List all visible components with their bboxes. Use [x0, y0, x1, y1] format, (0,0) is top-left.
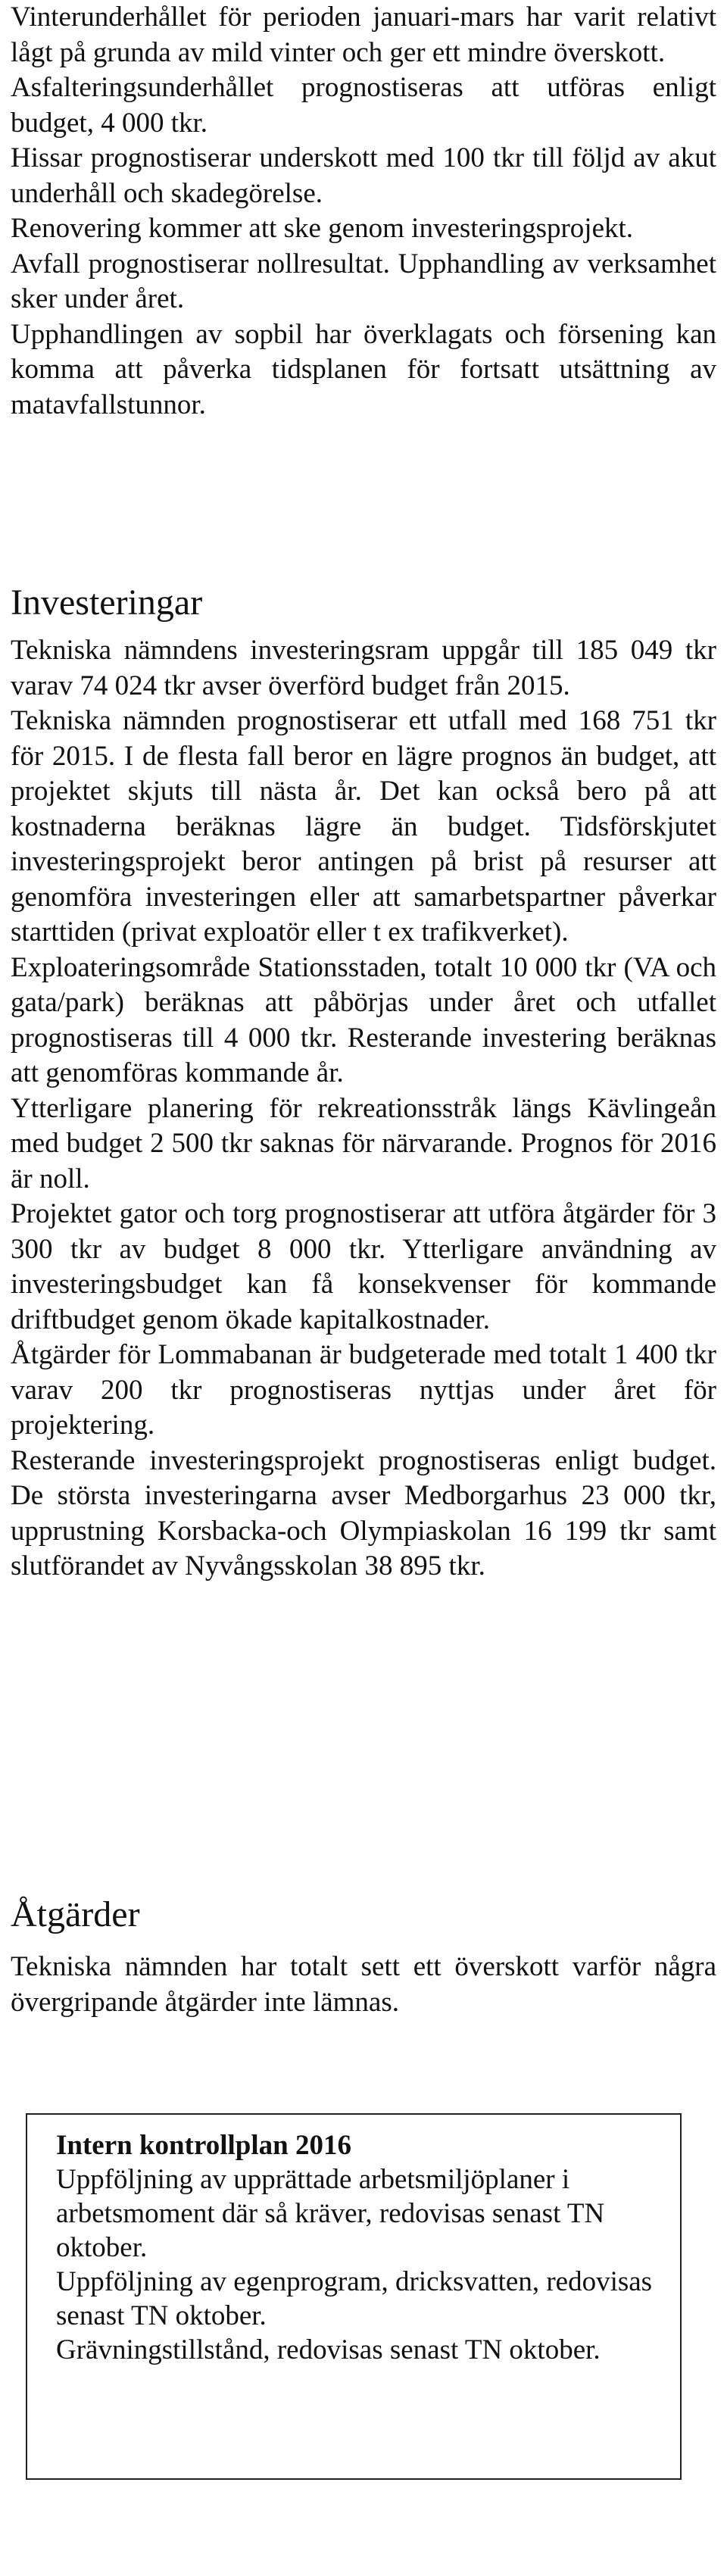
paragraph-investment-forecast: Tekniska nämnden prognostiserar ett utfall med 168 751 tkr för 2015. I de flesta fall beror en lägre prognos än budget, att projektet skjuts till nästa år. Det kan också bero på att kostnaderna beräknas lägre än budget. Tidsförskjutet investeringsprojekt beror antingen på brist på resurser att genomföra investeringen eller att samarbetspartner påverkar starttiden (privat exploatör eller t ex trafikverket).	[11, 705, 716, 948]
paragraph-winter-maintenance: Vinterunderhållet för perioden januari-mars har varit relativt lågt på grunda av mild vinter och ger ett mindre överskott.	[11, 2, 716, 68]
control-plan-item: Uppföljning av upprättade arbetsmiljöplaner i arbetsmoment där så kräver, redovisas senast TN oktober.	[56, 2164, 605, 2263]
paragraph-elevators: Hissar prognostiserar underskott med 100 tkr till följd av akut underhåll och skadegörelse.	[11, 142, 716, 209]
internal-control-plan-box	[26, 2113, 682, 2480]
paragraph-kavlingean: Ytterligare planering för rekreationsstråk längs Kävlingeån med budget 2 500 tkr saknas för närvarande. Prognos för 2016 är noll.	[11, 1092, 716, 1194]
heading-atgarder: Åtgärder	[11, 1894, 140, 1934]
paragraph-streets-squares: Projektet gator och torg prognostiserar att utföra åtgärder för 3 300 tkr av budget 8 000 tkr. Ytterligare användning av investeringsbudget kan få konsekvenser för kommande driftbudget genom ökade kapitalkostnader.	[11, 1198, 716, 1335]
paragraph-lommabanan: Åtgärder för Lommabanan är budgeterade med totalt 1 400 tkr varav 200 tkr prognostiseras nyttjas under året för projektering.	[11, 1339, 716, 1441]
paragraph-renovation: Renovering kommer att ske genom investeringsprojekt.	[11, 213, 634, 244]
control-plan-item: Grävningstillstånd, redovisas senast TN oktober.	[56, 2334, 601, 2365]
heading-investeringar: Investeringar	[11, 582, 203, 623]
paragraph-garbage-truck-procurement: Upphandlingen av sopbil har överklagats och försening kan komma att påverka tidsplanen för fortsatt utsättning av matavfallstunnor.	[11, 318, 716, 420]
paragraph-remaining-projects: Resterande investeringsprojekt prognostiseras enligt budget. De största investeringarna avser Medborgarhus 23 000 tkr, upprustning Korsbacka-och Olympiaskolan 16 199 tkr samt slutförandet av Nyvångsskolan 38 895 tkr.	[11, 1444, 716, 1582]
investments-section	[11, 633, 716, 1585]
control-plan-item: Uppföljning av egenprogram, dricksvatten, redovisas senast TN oktober.	[56, 2266, 653, 2331]
paragraph-asphalt-maintenance: Asfalteringsunderhållet prognostiseras att utföras enligt budget, 4 000 tkr.	[11, 72, 716, 139]
control-plan-title: Intern kontrollplan 2016	[56, 2130, 351, 2161]
paragraph-stationsstaden: Exploateringsområde Stationsstaden, totalt 10 000 tkr (VA och gata/park) beräknas att påbörjas under året och utfallet prognostiseras till 4 000 tkr. Resterande investering beräknas att genomföras kommande år.	[11, 951, 716, 1088]
paragraph-waste: Avfall prognostiserar nollresultat. Upphandling av verksamhet sker under året.	[11, 248, 716, 314]
measures-section	[11, 1950, 716, 2020]
operations-section	[11, 0, 716, 423]
paragraph-measures: Tekniska nämnden har totalt sett ett överskott varför några övergripande åtgärder inte lämnas.	[11, 1951, 716, 2018]
paragraph-investment-frame: Tekniska nämndens investeringsram uppgår till 185 049 tkr varav 74 024 tkr avser överförd budget från 2015.	[11, 635, 716, 701]
